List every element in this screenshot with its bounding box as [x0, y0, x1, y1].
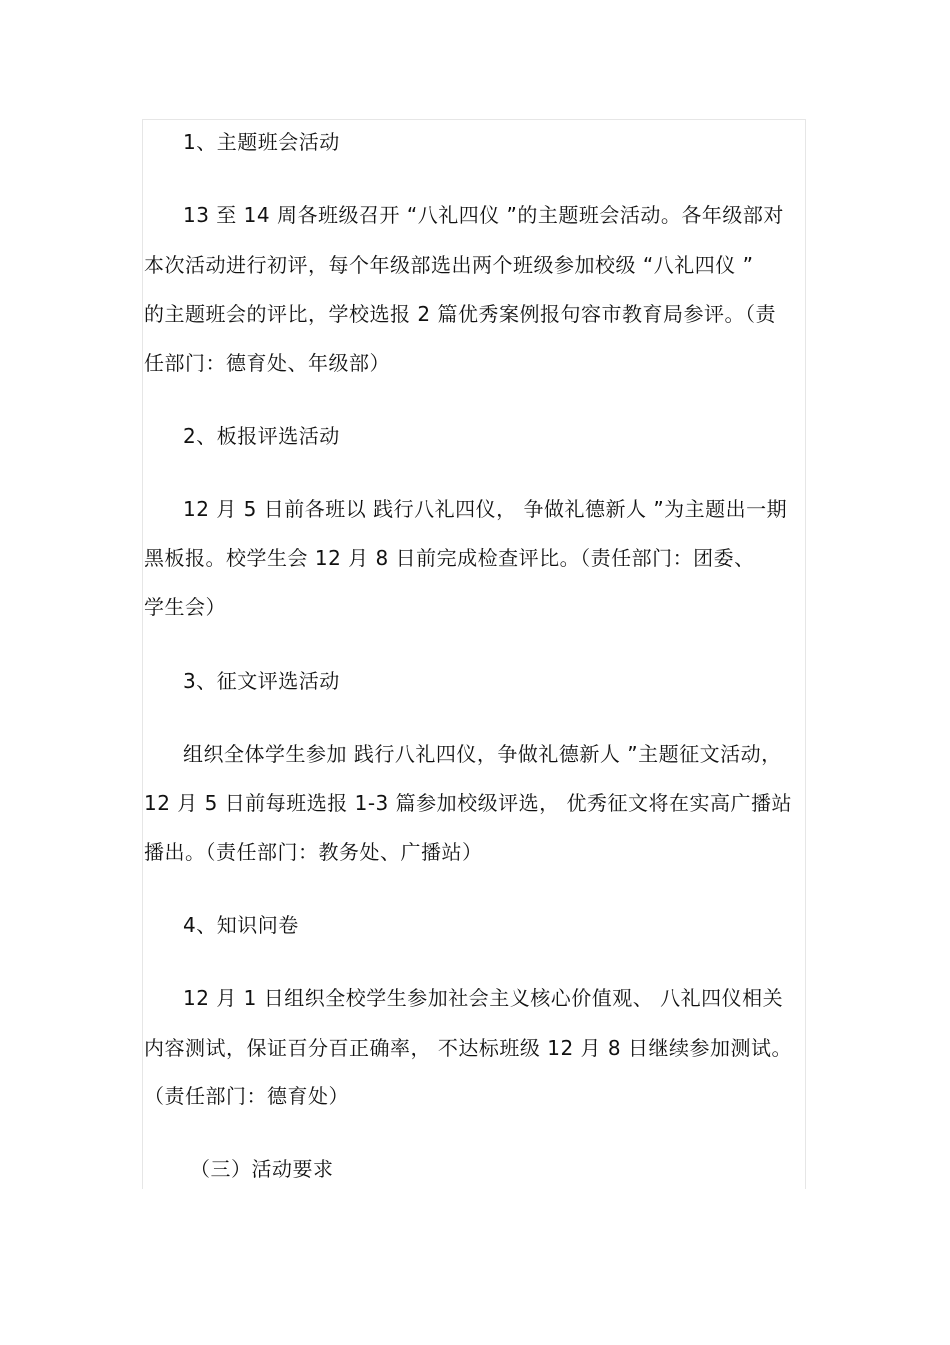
paragraph-line: 组织全体学生参加 践行八礼四仪，争做礼德新人 ”主题征文活动， — [183, 742, 782, 766]
section-heading: 1、主题班会活动 — [183, 130, 340, 154]
paragraph-line: 学生会） — [144, 595, 226, 619]
subheading: （三）活动要求 — [190, 1157, 334, 1181]
paragraph-line: 本次活动进行初评，每个年级部选出两个班级参加校级 “八礼四仪 ” — [144, 253, 754, 277]
paragraph-line: （责任部门：德育处） — [144, 1084, 349, 1108]
paragraph-line: 内容测试，保证百分百正确率， 不达标班级 12 月 8 日继续参加测试。 — [144, 1036, 792, 1060]
section-heading: 4、知识问卷 — [183, 913, 299, 937]
paragraph-line: 任部门：德育处、年级部） — [144, 351, 390, 375]
paragraph-line: 12 月 5 日前每班选报 1-3 篇参加校级评选， 优秀征文将在实高广播站 — [144, 791, 792, 815]
paragraph-line: 播出。（责任部门：教务处、广播站） — [144, 840, 483, 864]
paragraph-line: 的主题班会的评比，学校选报 2 篇优秀案例报句容市教育局参评。（责 — [144, 302, 776, 326]
paragraph-line: 黑板报。校学生会 12 月 8 日前完成检查评比。（责任部门：团委、 — [144, 546, 755, 570]
section-heading: 3、征文评选活动 — [183, 669, 340, 693]
paragraph-line: 12 月 1 日组织全校学生参加社会主义核心价值观、 八礼四仪相关 — [183, 986, 784, 1010]
paragraph-line: 13 至 14 周各班级召开 “八礼四仪 ”的主题班会活动。各年级部对 — [183, 203, 784, 227]
paragraph-line: 12 月 5 日前各班以 践行八礼四仪， 争做礼德新人 ”为主题出一期 — [183, 497, 788, 521]
document-page — [142, 119, 806, 1189]
section-heading: 2、板报评选活动 — [183, 424, 340, 448]
